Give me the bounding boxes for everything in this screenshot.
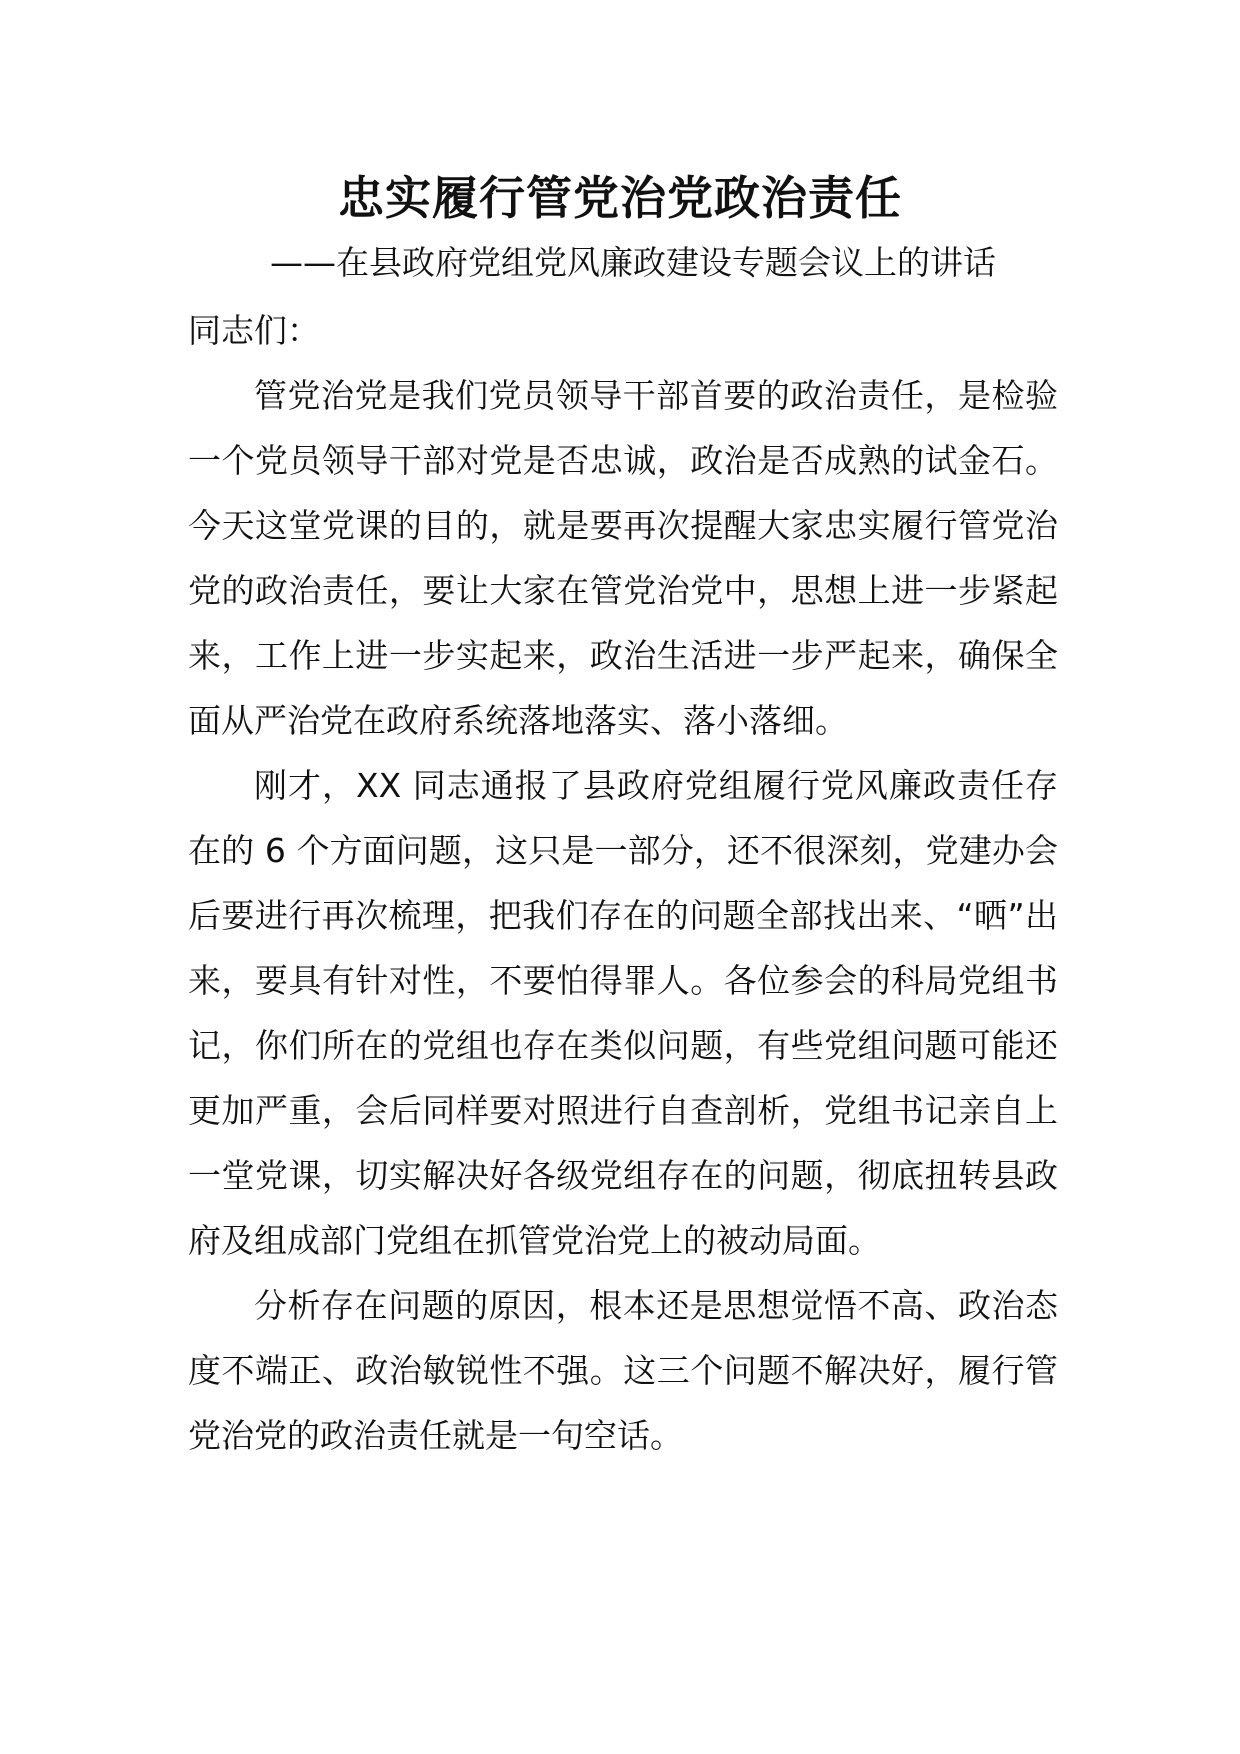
document-title: 忠实履行管党治党政治责任 (338, 171, 902, 225)
paragraph-1: 管党治党是我们党员领导干部首要的政治责任，是检验一个党员领导干部对党是否忠诚，政治是否成熟的试金石。今天这堂党课的目的，就是要再次提醒大家忠实履行管党治党的政治责任，要让大家在管党治党中，思想上进一步紧起来，工作上进一步实起来，政治生活进一步严起来，确保全面从严治党在政府系统落地落实、落小落细。 (188, 376, 1058, 740)
paragraph-3: 分析存在问题的原因，根本还是思想觉悟不高、政治态度不端正、政治敏锐性不强。这三个问题不解决好，履行管党治党的政治责任就是一句空话。 (188, 1286, 1058, 1455)
paragraph-2: 刚才，XX 同志通报了县政府党组履行党风廉政责任存在的 6 个方面问题，这只是一部分，还不很深刻，党建办会后要进行再次梳理，把我们存在的问题全部找出来、“晒”出来，要具有针对性，不要怕得罪人。各位参会的科局党组书记，你们所在的党组也存在类似问题，有些党组问题可能还更加严重，会后同样要对照进行自查剖析，党组书记亲自上一堂党课，切实解决好各级党组存在的问题，彻底扭转县政府及组成部门党组在抓管党治党上的被动局面。 (188, 766, 1058, 1260)
document-body (188, 298, 1058, 1468)
document-subtitle: ——在县政府党组党风廉政建设专题会议上的讲话 (270, 243, 996, 282)
salutation: 同志们： (188, 311, 320, 350)
